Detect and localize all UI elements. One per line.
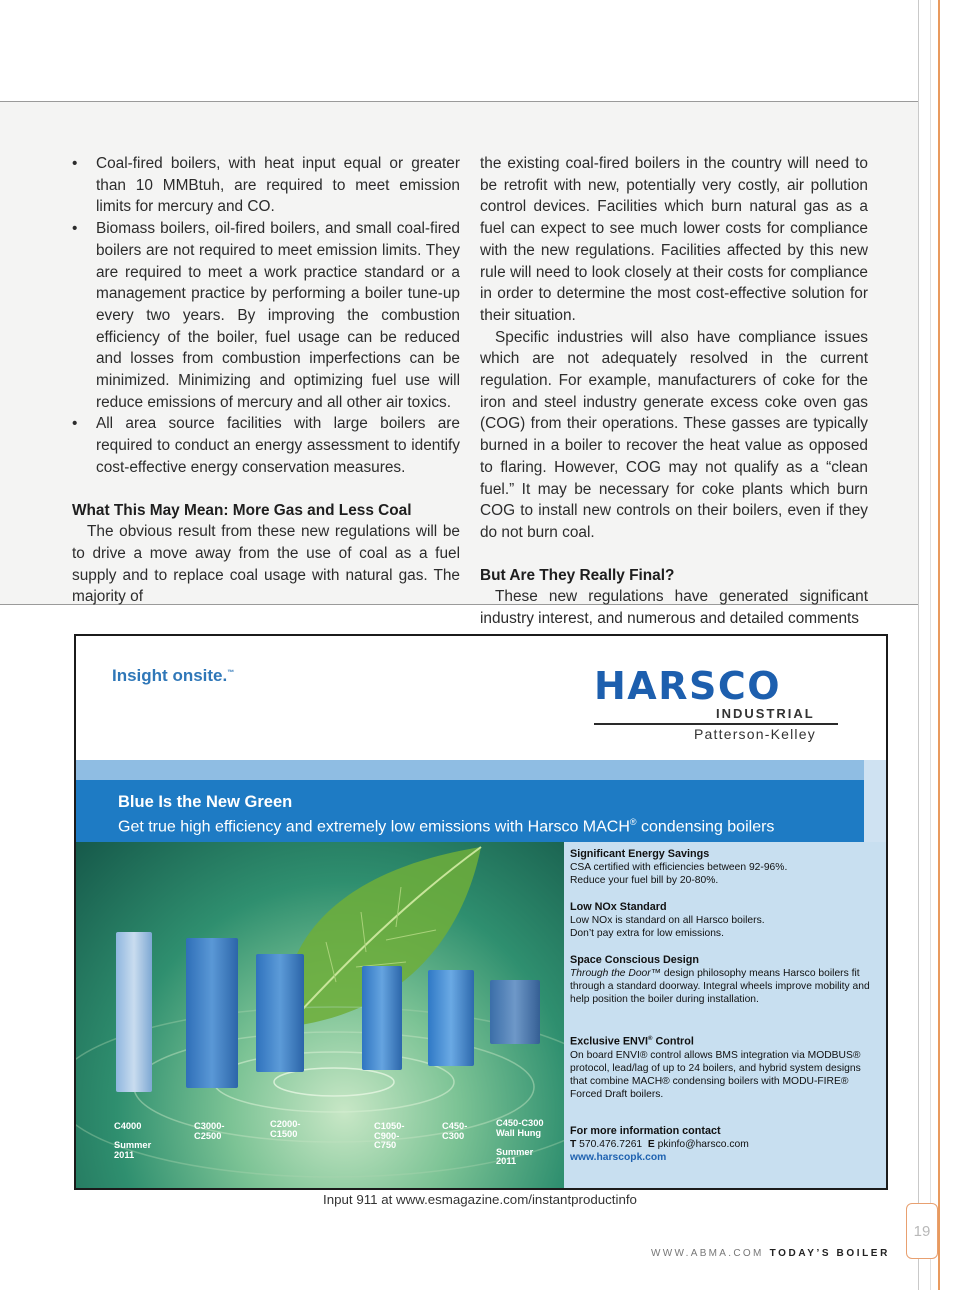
list-item: • Biomass boilers, oil-fired boilers, and small coal-fired boilers are not required to meet emission limits. They are required to meet a work practice standard or a management practice by performing a boiler tune-up every two years. By improving the combustion efficiency of the boiler, fuel usage can be reduced and losses from combustion imperfections can be minimized. Minimizing and optimizing fuel use will reduce emissions of mercury and all other air toxics.	[72, 220, 460, 411]
ad-subheadline: Get true high efficiency and extremely low emissions with Harsco MACH® condensing boilers	[118, 817, 775, 836]
feature-title: Space Conscious Design	[570, 954, 699, 966]
bullet-dot: •	[72, 415, 78, 433]
contact-title: For more information contact	[570, 1125, 721, 1137]
ad-tagline: Insight onsite.™	[112, 666, 235, 685]
feature-title: Significant Energy Savings	[570, 848, 710, 860]
contact-block	[570, 1125, 870, 1164]
boiler-label: C4000 Summer 2011	[114, 1121, 152, 1160]
footer-site: WWW.ABMA.COM	[651, 1248, 764, 1259]
ad-band-light	[76, 760, 886, 780]
footer-publication: TODAY’S BOILER	[769, 1248, 890, 1259]
feature-text: Don’t pay extra for low emissions.	[570, 928, 724, 939]
contact-website-link[interactable]: www.harscopk.com	[570, 1152, 667, 1163]
page-number-tab	[906, 1203, 938, 1259]
page-edge-line	[918, 0, 919, 1290]
feature-item	[570, 848, 870, 887]
page-number: 19	[913, 1222, 931, 1240]
brand-logo: HARSCO	[594, 664, 782, 708]
paragraph: Specific industries will also have compliance issues which are not adequately resolved in the current regulation. For example, manufacturers of coke for the iron and steel industry generate excess coke oven gas (COG) from their operations. These gasses are typically burned in a boiler to recover the heat value as opposed to flaring. However, COG may not qualify as a “clean fuel.” It may be necessary for coke plants which burn COG to install new controls on their boilers, even if they do not burn coal.	[480, 328, 868, 541]
bullet-list	[72, 153, 460, 479]
feature-panel	[564, 842, 886, 1188]
ad-headline: Blue Is the New Green	[118, 793, 293, 811]
boiler-label: C2000- C1500	[270, 1119, 301, 1139]
boiler-label: C1050- C900- C750	[374, 1121, 405, 1150]
bullet-dot: •	[72, 220, 78, 238]
boiler-label: C3000- C2500	[194, 1121, 225, 1141]
boiler-label: C450-C300 Wall Hung Summer 2011	[496, 1118, 544, 1166]
list-item: • Coal-fired boilers, with heat input equal or greater than 10 MMBtuh, are required to meet emission limits for mercury and CO.	[72, 155, 460, 216]
brand-subbrand: Patterson-Kelley	[694, 726, 816, 742]
feature-text: Reduce your fuel bill by 20-80%.	[570, 875, 719, 886]
page-edge-accent	[938, 0, 940, 1290]
page-footer	[651, 1248, 890, 1259]
feature-item	[570, 901, 870, 940]
boiler-c3000	[186, 938, 238, 1088]
feature-text: Through the Door™ design philosophy means Harsco boilers fit through a standard doorway. Integral wheels improve mobility and help position the boiler during installation.	[570, 968, 870, 1005]
section-heading: What This May Mean: More Gas and Less Coal	[72, 501, 412, 519]
feature-text: On board ENVI® control allows BMS integration via MODBUS® protocol, lead/lag of up to 24 boilers, and hybrid system designs that combine MACH® condensing boilers with MODU-FIRE® Forced Draft boilers.	[570, 1049, 861, 1100]
paragraph: the existing coal-fired boilers in the country will need to be retrofit with new, potentially very costly, air pollution control devices. Facilities which burn natural gas as a fuel can expect to see much lower costs for compliance with the new regulations. Facilities affected by this new rule will need to look closely at their costs for compliance in order to determine the most cost-effective solution for their situation.	[480, 155, 868, 324]
article-right-column	[480, 153, 868, 630]
ad-band-corner	[864, 760, 886, 842]
list-item: • All area source facilities with large boilers are required to conduct an energy assessment to identify cost-effective energy conservation measures.	[72, 415, 460, 476]
feature-item	[570, 1033, 870, 1101]
feature-item	[570, 954, 870, 1006]
feature-title: Exclusive ENVI® Control	[570, 1035, 694, 1048]
bullet-dot: •	[72, 155, 78, 172]
feature-text: CSA certified with efficiencies between 92-96%.	[570, 862, 788, 873]
contact-line: T 570.476.7261 E pkinfo@harsco.com	[570, 1139, 749, 1150]
page-edge-line-2	[930, 0, 931, 1290]
brand-division: INDUSTRIAL	[716, 706, 815, 721]
logo-divider	[594, 723, 838, 725]
boiler-c4000	[116, 932, 152, 1092]
feature-title: Low NOx Standard	[570, 901, 667, 913]
advertisement	[74, 634, 888, 1190]
article-left-column	[72, 153, 460, 608]
ad-caption: Input 911 at www.esmagazine.com/instantproductinfo	[323, 1192, 637, 1207]
paragraph: The obvious result from these new regulations will be to drive a move away from the use of coal as a fuel supply and to replace coal usage with natural gas. The majority of	[72, 523, 460, 606]
feature-text: Low NOx is standard on all Harsco boilers.	[570, 915, 765, 926]
boiler-c2000	[256, 954, 304, 1072]
contact-phone: 570.476.7261	[579, 1139, 643, 1150]
section-heading: But Are They Really Final?	[480, 566, 675, 584]
paragraph: These new regulations have generated significant industry interest, and numerous and detailed comments	[480, 588, 868, 628]
boiler-label: C450- C300	[442, 1121, 468, 1141]
product-image	[76, 842, 564, 1188]
boiler-c450-wall	[490, 980, 540, 1044]
boiler-c450	[428, 970, 474, 1066]
contact-email[interactable]: pkinfo@harsco.com	[657, 1139, 749, 1150]
boiler-c1050	[362, 966, 402, 1070]
